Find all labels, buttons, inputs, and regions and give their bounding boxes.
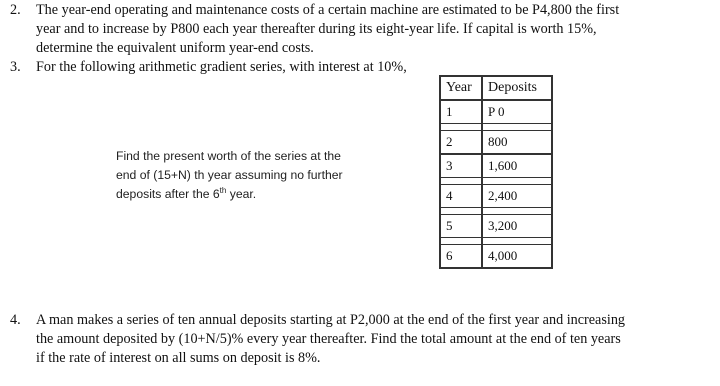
problem-line: For the following arithmetic gradient series, with interest at 10%, [36, 59, 407, 75]
deposit-cell: 2,400 [482, 184, 552, 208]
problem-text [36, 58, 407, 77]
problem-text [36, 311, 625, 368]
table-row [440, 130, 552, 154]
column-header-deposits: Deposits [482, 76, 552, 100]
problem-text [36, 1, 619, 58]
instruction-line [116, 185, 376, 204]
problem-line: if the rate of interest on all sums on deposit is 8%. [36, 350, 321, 366]
problem-line: the amount deposited by (10+N/5)% every year thereafter. Find the total amount at the end of ten years [36, 331, 621, 347]
instruction-text: deposits after the 6 [116, 187, 220, 201]
problem-line: determine the equivalent uniform year-end costs. [36, 40, 314, 56]
column-header-year: Year [440, 76, 482, 100]
problem-line: A man makes a series of ten annual deposits starting at P2,000 at the end of the first year and increasing [36, 312, 626, 328]
table-header-row [440, 76, 552, 100]
table-row [440, 244, 552, 268]
ordinal-suffix: th [219, 185, 227, 195]
deposit-cell: 800 [482, 130, 552, 154]
year-cell: 5 [440, 214, 482, 238]
gradient-series-table [439, 75, 553, 269]
year-cell: 1 [440, 100, 482, 124]
year-cell: 3 [440, 154, 482, 178]
problem-number: 3. [10, 59, 21, 75]
deposit-cell: P 0 [482, 100, 552, 124]
problem-3-instruction [116, 147, 376, 204]
instruction-line: end of (15+N) th year assuming no further [116, 168, 343, 182]
table-row [440, 154, 552, 178]
problem-line: The year-end operating and maintenance costs of a certain machine are estimated to be P4,800 the first [36, 2, 620, 18]
instruction-line: Find the present worth of the series at the [116, 149, 341, 163]
deposit-cell: 1,600 [482, 154, 552, 178]
table-row [440, 184, 552, 208]
year-cell: 2 [440, 130, 482, 154]
table-row [440, 100, 552, 124]
problem-number: 4. [10, 312, 21, 328]
problem-number: 2. [10, 2, 21, 18]
deposit-cell: 4,000 [482, 244, 552, 268]
year-cell: 6 [440, 244, 482, 268]
instruction-text: year. [226, 187, 257, 201]
table-row [440, 214, 552, 238]
problem-line: year and to increase by P800 each year thereafter during its eight-year life. If capital is worth 15%, [36, 21, 597, 37]
year-cell: 4 [440, 184, 482, 208]
deposit-cell: 3,200 [482, 214, 552, 238]
